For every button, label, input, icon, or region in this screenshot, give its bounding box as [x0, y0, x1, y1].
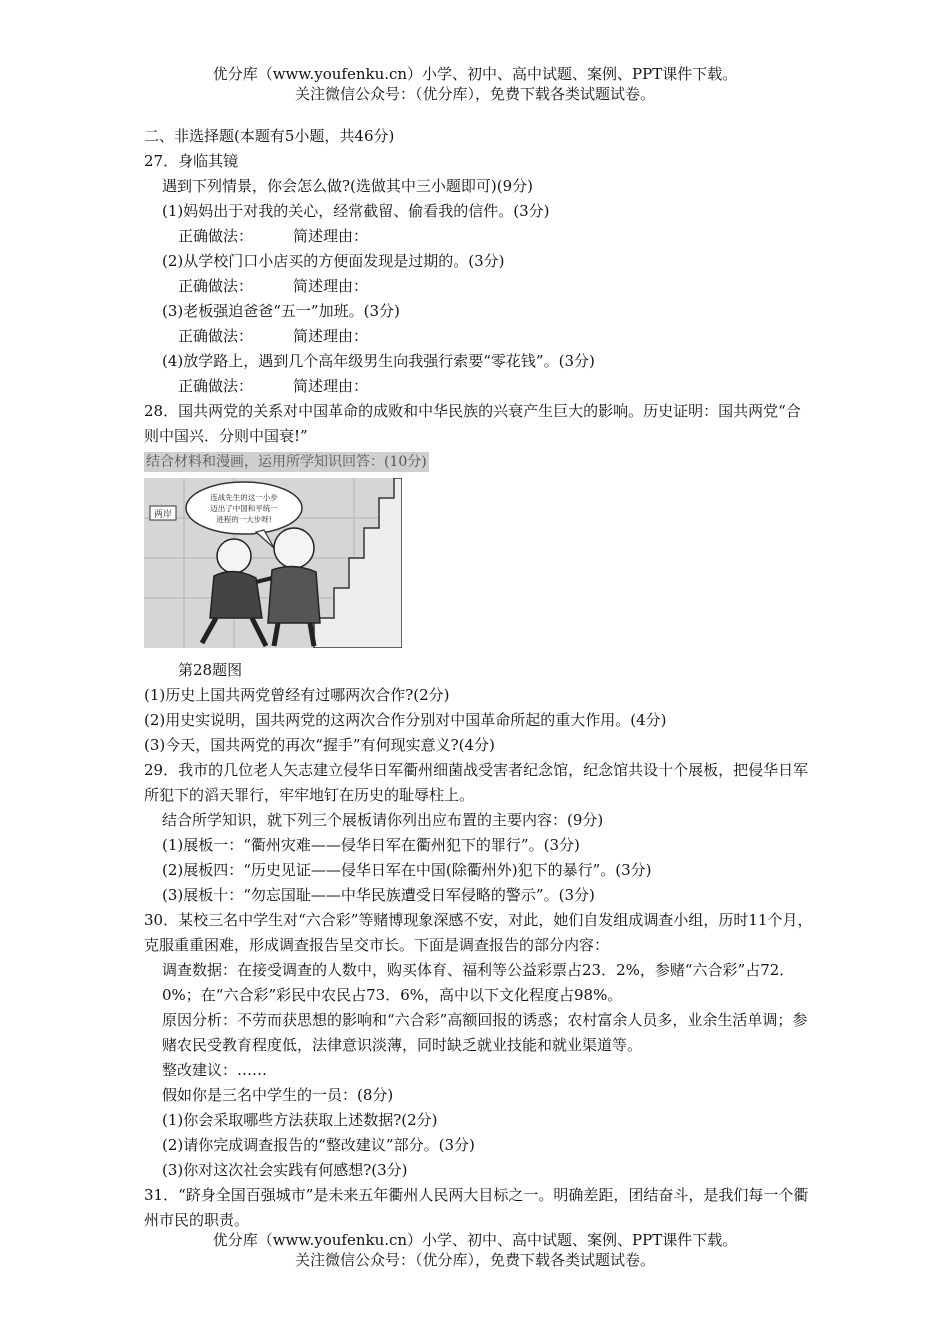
- q27-item: (2)从学校门口小店买的方便面发现是过期的。(3分): [162, 252, 505, 270]
- answer-label: 正确做法：: [178, 227, 254, 245]
- section-title: 二、非选择题(本题有5小题，共46分): [144, 127, 395, 145]
- answer-label: 正确做法：: [178, 327, 254, 345]
- header-line-2: 关注微信公众号：（优分库），免费下载各类试题试卷。: [294, 85, 655, 103]
- q30-item: (2)请你完成调查报告的“整改建议”部分。(3分): [162, 1136, 475, 1154]
- page-header: [0, 64, 950, 104]
- answer-label: 正确做法：: [178, 277, 254, 295]
- q30-suggestion: 整改建议：……: [162, 1061, 268, 1079]
- header-line-1: 优分库（www.youfenku.cn）小学、初中、高中试题、案例、PPT课件下载。: [212, 65, 738, 83]
- q28-figure-caption: 第28题图: [178, 661, 243, 679]
- q29-item: (2)展板四：“历史见证——侵华日军在中国(除衢州外)犯下的暴行”。(3分): [162, 861, 652, 879]
- q29-stem: 29．我市的几位老人矢志建立侵华日军衢州细菌战受害者纪念馆，纪念馆共设十个展板，把侵华日军所犯下的滔天罪行，牢牢地钉在历史的耻辱柱上。: [144, 761, 809, 804]
- q31-stem: 31．“跻身全国百强城市”是未来五年衢州人民两大目标之一。明确差距，团结奋斗，是我们每一个衢州市民的职责。: [144, 1186, 809, 1229]
- q28-item: (3)今天，国共两党的再次“握手”有何现实意义?(4分): [144, 736, 495, 754]
- page-footer: [0, 1230, 950, 1270]
- q30-survey-data: 调查数据：在接受调查的人数中，购买体育、福利等公益彩票占23．2%，参赌“六合彩”占72．0%；在“六合彩”彩民中农民占73．6%，高中以下文化程度占98%。: [162, 961, 795, 1004]
- q28-item: (2)用史实说明，国共两党的这两次合作分别对中国革命所起的重大作用。(4分): [144, 711, 667, 729]
- q30-stem: 30．某校三名中学生对“六合彩”等赌博现象深感不安，对此，她们自发组成调查小组，历时11个月，克服重重困难，形成调查报告呈交市长。下面是调查报告的部分内容：: [144, 911, 813, 954]
- bubble-text-line: 迈出了中国和平统一: [210, 504, 278, 513]
- q27-answer-row: [144, 324, 814, 349]
- reason-label: 简述理由：: [293, 377, 369, 395]
- q30-item: (1)你会采取哪些方法获取上述数据?(2分): [162, 1111, 438, 1129]
- q29-intro: 结合所学知识，就下列三个展板请你列出应布置的主要内容：(9分): [162, 811, 604, 829]
- reason-label: 简述理由：: [293, 327, 369, 345]
- q28-stem: 28．国共两党的关系对中国革命的成败和中华民族的兴衰产生巨大的影响。历史证明：国共两党“合则中国兴．分则中国衰!”: [144, 402, 801, 445]
- answer-label: 正确做法：: [178, 377, 254, 395]
- q30-intro: 假如你是三名中学生的一员：(8分): [162, 1086, 394, 1104]
- q28-cartoon-image: [144, 478, 402, 648]
- q30-item: (3)你对这次社会实践有何感想?(3分): [162, 1161, 408, 1179]
- footer-line-1: 优分库（www.youfenku.cn）小学、初中、高中试题、案例、PPT课件下载。: [212, 1231, 738, 1249]
- q27-item: (4)放学路上，遇到几个高年级男生向我强行索要“零花钱”。(3分): [162, 352, 595, 370]
- q27-item: (3)老板强迫爸爸“五一”加班。(3分): [162, 302, 400, 320]
- q29-item: (1)展板一：“衢州灾难——侵华日军在衢州犯下的罪行”。(3分): [162, 836, 580, 854]
- q30-cause-analysis: 原因分析：不劳而获思想的影响和“六合彩”高额回报的诱惑；农村富余人员多，业余生活单调；参赌农民受教育程度低，法律意识淡薄，同时缺乏就业技能和就业渠道等。: [162, 1011, 808, 1054]
- footer-line-2: 关注微信公众号：（优分库），免费下载各类试题试卷。: [294, 1251, 655, 1269]
- reason-label: 简述理由：: [293, 227, 369, 245]
- bubble-text-line: 连战先生的这一小步: [210, 493, 278, 502]
- exam-content: [144, 124, 814, 1233]
- q27-answer-row: [144, 374, 814, 399]
- q27-item: (1)妈妈出于对我的关心，经常截留、偷看我的信件。(3分): [162, 202, 550, 220]
- bubble-text-line: 进程的一大步呀!: [216, 515, 272, 524]
- q27-intro: 遇到下列情景，你会怎么做?(选做其中三小题即可)(9分): [162, 177, 533, 195]
- q27-title: 27．身临其镜: [144, 152, 239, 170]
- reason-label: 简述理由：: [293, 277, 369, 295]
- q27-answer-row: [144, 274, 814, 299]
- cartoon-sign-text: 两岸: [153, 510, 173, 520]
- q27-answer-row: [144, 224, 814, 249]
- q28-item: (1)历史上国共两党曾经有过哪两次合作?(2分): [144, 686, 450, 704]
- q29-item: (3)展板十：“勿忘国耻——中华民族遭受日军侵略的警示”。(3分): [162, 886, 595, 904]
- q28-instruction: 结合材料和漫画，运用所学知识回答：(10分): [146, 454, 427, 470]
